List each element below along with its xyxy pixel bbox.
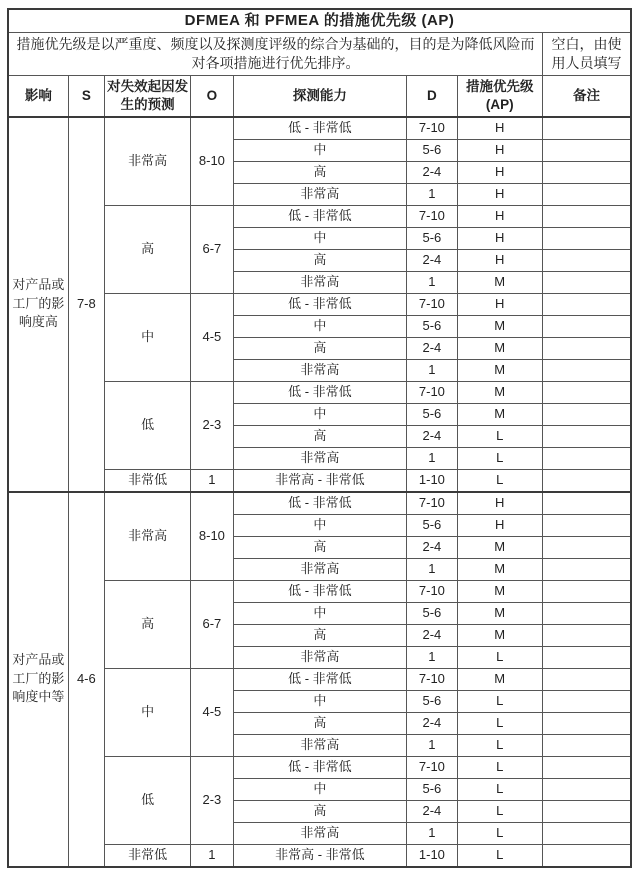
remark-cell bbox=[542, 381, 631, 403]
occurrence-cell: 4-5 bbox=[191, 293, 233, 381]
detection-cell: 非常高 bbox=[233, 359, 407, 381]
remark-cell bbox=[542, 690, 631, 712]
detection-range-cell: 2-4 bbox=[407, 249, 457, 271]
remark-cell bbox=[542, 514, 631, 536]
remark-cell bbox=[542, 492, 631, 515]
remark-cell bbox=[542, 403, 631, 425]
ap-table-body bbox=[8, 117, 631, 867]
detection-cell: 中 bbox=[233, 778, 407, 800]
detection-range-cell: 7-10 bbox=[407, 668, 457, 690]
detection-cell: 中 bbox=[233, 139, 407, 161]
occurrence-cell: 1 bbox=[191, 469, 233, 492]
detection-cell: 非常高 bbox=[233, 183, 407, 205]
detection-range-cell: 2-4 bbox=[407, 425, 457, 447]
remark-cell bbox=[542, 734, 631, 756]
detection-cell: 非常高 - 非常低 bbox=[233, 844, 407, 867]
action-priority-cell: M bbox=[457, 271, 542, 293]
ap-table bbox=[7, 8, 632, 868]
detection-range-cell: 7-10 bbox=[407, 293, 457, 315]
detection-range-cell: 2-4 bbox=[407, 624, 457, 646]
detection-cell: 非常高 - 非常低 bbox=[233, 469, 407, 492]
remark-cell bbox=[542, 271, 631, 293]
action-priority-cell: L bbox=[457, 734, 542, 756]
detection-cell: 高 bbox=[233, 536, 407, 558]
detection-cell: 高 bbox=[233, 624, 407, 646]
action-priority-cell: M bbox=[457, 580, 542, 602]
action-priority-cell: L bbox=[457, 469, 542, 492]
detection-cell: 低 - 非常低 bbox=[233, 580, 407, 602]
remark-cell bbox=[542, 712, 631, 734]
remark-cell bbox=[542, 756, 631, 778]
detection-range-cell: 1-10 bbox=[407, 469, 457, 492]
table-description: 措施优先级是以严重度、频度以及探测度评级的综合为基础的，目的是为降低风险而对各项措施进行优先排序。 bbox=[8, 32, 542, 75]
occurrence-cell: 4-5 bbox=[191, 668, 233, 756]
detection-cell: 高 bbox=[233, 800, 407, 822]
col-header-occurrence: O bbox=[191, 75, 233, 117]
detection-cell: 低 - 非常低 bbox=[233, 756, 407, 778]
remark-cell bbox=[542, 227, 631, 249]
action-priority-cell: H bbox=[457, 161, 542, 183]
detection-cell: 高 bbox=[233, 161, 407, 183]
detection-cell: 低 - 非常低 bbox=[233, 668, 407, 690]
detection-cell: 低 - 非常低 bbox=[233, 492, 407, 515]
prediction-cell: 中 bbox=[104, 293, 190, 381]
impact-cell: 对产品或工厂的影响度中等 bbox=[8, 492, 68, 867]
title-row bbox=[8, 9, 631, 32]
col-header-detection: D bbox=[407, 75, 457, 117]
remark-cell bbox=[542, 800, 631, 822]
action-priority-cell: L bbox=[457, 756, 542, 778]
detection-range-cell: 2-4 bbox=[407, 800, 457, 822]
detection-cell: 低 - 非常低 bbox=[233, 381, 407, 403]
remark-cell bbox=[542, 646, 631, 668]
action-priority-cell: L bbox=[457, 712, 542, 734]
prediction-cell: 非常高 bbox=[104, 492, 190, 581]
detection-cell: 低 - 非常低 bbox=[233, 205, 407, 227]
occurrence-cell: 8-10 bbox=[191, 492, 233, 581]
prediction-cell: 低 bbox=[104, 381, 190, 469]
detection-cell: 高 bbox=[233, 249, 407, 271]
action-priority-cell: M bbox=[457, 359, 542, 381]
detection-range-cell: 2-4 bbox=[407, 161, 457, 183]
action-priority-cell: H bbox=[457, 293, 542, 315]
detection-cell: 低 - 非常低 bbox=[233, 117, 407, 140]
detection-cell: 高 bbox=[233, 337, 407, 359]
severity-cell: 7-8 bbox=[68, 117, 104, 492]
detection-range-cell: 1-10 bbox=[407, 844, 457, 867]
remark-cell bbox=[542, 536, 631, 558]
prediction-cell: 高 bbox=[104, 580, 190, 668]
prediction-cell: 中 bbox=[104, 668, 190, 756]
occurrence-cell: 6-7 bbox=[191, 205, 233, 293]
detection-range-cell: 5-6 bbox=[407, 227, 457, 249]
action-priority-cell: H bbox=[457, 227, 542, 249]
remark-cell bbox=[542, 602, 631, 624]
action-priority-cell: M bbox=[457, 315, 542, 337]
detection-range-cell: 1 bbox=[407, 646, 457, 668]
table-row bbox=[8, 492, 631, 515]
action-priority-cell: L bbox=[457, 822, 542, 844]
detection-range-cell: 7-10 bbox=[407, 381, 457, 403]
action-priority-cell: M bbox=[457, 558, 542, 580]
remark-cell bbox=[542, 844, 631, 867]
action-priority-cell: L bbox=[457, 690, 542, 712]
remark-cell bbox=[542, 447, 631, 469]
remark-cell bbox=[542, 183, 631, 205]
detection-range-cell: 1 bbox=[407, 359, 457, 381]
remark-cell bbox=[542, 205, 631, 227]
detection-range-cell: 1 bbox=[407, 271, 457, 293]
detection-cell: 非常高 bbox=[233, 447, 407, 469]
action-priority-cell: M bbox=[457, 624, 542, 646]
detection-cell: 非常高 bbox=[233, 558, 407, 580]
detection-cell: 中 bbox=[233, 602, 407, 624]
detection-cell: 高 bbox=[233, 425, 407, 447]
remark-cell bbox=[542, 668, 631, 690]
detection-range-cell: 1 bbox=[407, 447, 457, 469]
detection-range-cell: 7-10 bbox=[407, 756, 457, 778]
prediction-cell: 非常低 bbox=[104, 844, 190, 867]
action-priority-cell: M bbox=[457, 602, 542, 624]
prediction-cell: 低 bbox=[104, 756, 190, 844]
detection-range-cell: 5-6 bbox=[407, 602, 457, 624]
detection-range-cell: 2-4 bbox=[407, 536, 457, 558]
remark-cell bbox=[542, 139, 631, 161]
action-priority-cell: M bbox=[457, 381, 542, 403]
col-header-action-priority: 措施优先级 (AP) bbox=[457, 75, 542, 117]
detection-cell: 中 bbox=[233, 514, 407, 536]
detection-range-cell: 7-10 bbox=[407, 580, 457, 602]
table-title: DFMEA 和 PFMEA 的措施优先级 (AP) bbox=[8, 9, 631, 32]
detection-cell: 非常高 bbox=[233, 646, 407, 668]
detection-range-cell: 1 bbox=[407, 183, 457, 205]
prediction-cell: 非常高 bbox=[104, 117, 190, 206]
detection-cell: 中 bbox=[233, 403, 407, 425]
occurrence-cell: 2-3 bbox=[191, 381, 233, 469]
detection-cell: 非常高 bbox=[233, 271, 407, 293]
action-priority-cell: H bbox=[457, 249, 542, 271]
impact-cell: 对产品或工厂的影响度高 bbox=[8, 117, 68, 492]
col-header-detection-ability: 探测能力 bbox=[233, 75, 407, 117]
col-header-remark: 备注 bbox=[542, 75, 631, 117]
blank-note: 空白，由使用人员填写 bbox=[542, 32, 631, 75]
detection-range-cell: 5-6 bbox=[407, 139, 457, 161]
action-priority-cell: H bbox=[457, 183, 542, 205]
action-priority-cell: L bbox=[457, 447, 542, 469]
detection-range-cell: 7-10 bbox=[407, 492, 457, 515]
remark-cell bbox=[542, 580, 631, 602]
action-priority-cell: M bbox=[457, 668, 542, 690]
detection-range-cell: 5-6 bbox=[407, 514, 457, 536]
header-row bbox=[8, 75, 631, 117]
remark-cell bbox=[542, 425, 631, 447]
action-priority-cell: L bbox=[457, 800, 542, 822]
action-priority-cell: H bbox=[457, 205, 542, 227]
remark-cell bbox=[542, 161, 631, 183]
intro-row bbox=[8, 32, 631, 75]
occurrence-cell: 8-10 bbox=[191, 117, 233, 206]
action-priority-cell: L bbox=[457, 778, 542, 800]
detection-range-cell: 2-4 bbox=[407, 712, 457, 734]
action-priority-cell: H bbox=[457, 492, 542, 515]
remark-cell bbox=[542, 558, 631, 580]
occurrence-cell: 2-3 bbox=[191, 756, 233, 844]
prediction-cell: 高 bbox=[104, 205, 190, 293]
severity-cell: 4-6 bbox=[68, 492, 104, 867]
detection-range-cell: 5-6 bbox=[407, 690, 457, 712]
detection-cell: 非常高 bbox=[233, 734, 407, 756]
col-header-occurrence-prediction: 对失效起因发生的预测 bbox=[104, 75, 190, 117]
detection-range-cell: 7-10 bbox=[407, 205, 457, 227]
occurrence-cell: 1 bbox=[191, 844, 233, 867]
occurrence-cell: 6-7 bbox=[191, 580, 233, 668]
remark-cell bbox=[542, 117, 631, 140]
detection-cell: 低 - 非常低 bbox=[233, 293, 407, 315]
detection-range-cell: 1 bbox=[407, 822, 457, 844]
detection-cell: 高 bbox=[233, 712, 407, 734]
col-header-impact: 影响 bbox=[8, 75, 68, 117]
action-priority-cell: H bbox=[457, 117, 542, 140]
action-priority-cell: L bbox=[457, 844, 542, 867]
remark-cell bbox=[542, 315, 631, 337]
action-priority-cell: M bbox=[457, 403, 542, 425]
detection-range-cell: 1 bbox=[407, 734, 457, 756]
remark-cell bbox=[542, 624, 631, 646]
detection-range-cell: 5-6 bbox=[407, 403, 457, 425]
action-priority-cell: H bbox=[457, 514, 542, 536]
detection-range-cell: 5-6 bbox=[407, 778, 457, 800]
remark-cell bbox=[542, 293, 631, 315]
action-priority-cell: M bbox=[457, 536, 542, 558]
action-priority-cell: L bbox=[457, 425, 542, 447]
detection-cell: 中 bbox=[233, 315, 407, 337]
remark-cell bbox=[542, 469, 631, 492]
remark-cell bbox=[542, 337, 631, 359]
prediction-cell: 非常低 bbox=[104, 469, 190, 492]
action-priority-cell: H bbox=[457, 139, 542, 161]
detection-cell: 非常高 bbox=[233, 822, 407, 844]
action-priority-cell: M bbox=[457, 337, 542, 359]
action-priority-cell: L bbox=[457, 646, 542, 668]
remark-cell bbox=[542, 359, 631, 381]
remark-cell bbox=[542, 822, 631, 844]
detection-cell: 中 bbox=[233, 690, 407, 712]
detection-range-cell: 1 bbox=[407, 558, 457, 580]
remark-cell bbox=[542, 778, 631, 800]
detection-cell: 中 bbox=[233, 227, 407, 249]
table-row bbox=[8, 117, 631, 140]
col-header-severity: S bbox=[68, 75, 104, 117]
remark-cell bbox=[542, 249, 631, 271]
detection-range-cell: 7-10 bbox=[407, 117, 457, 140]
detection-range-cell: 2-4 bbox=[407, 337, 457, 359]
detection-range-cell: 5-6 bbox=[407, 315, 457, 337]
